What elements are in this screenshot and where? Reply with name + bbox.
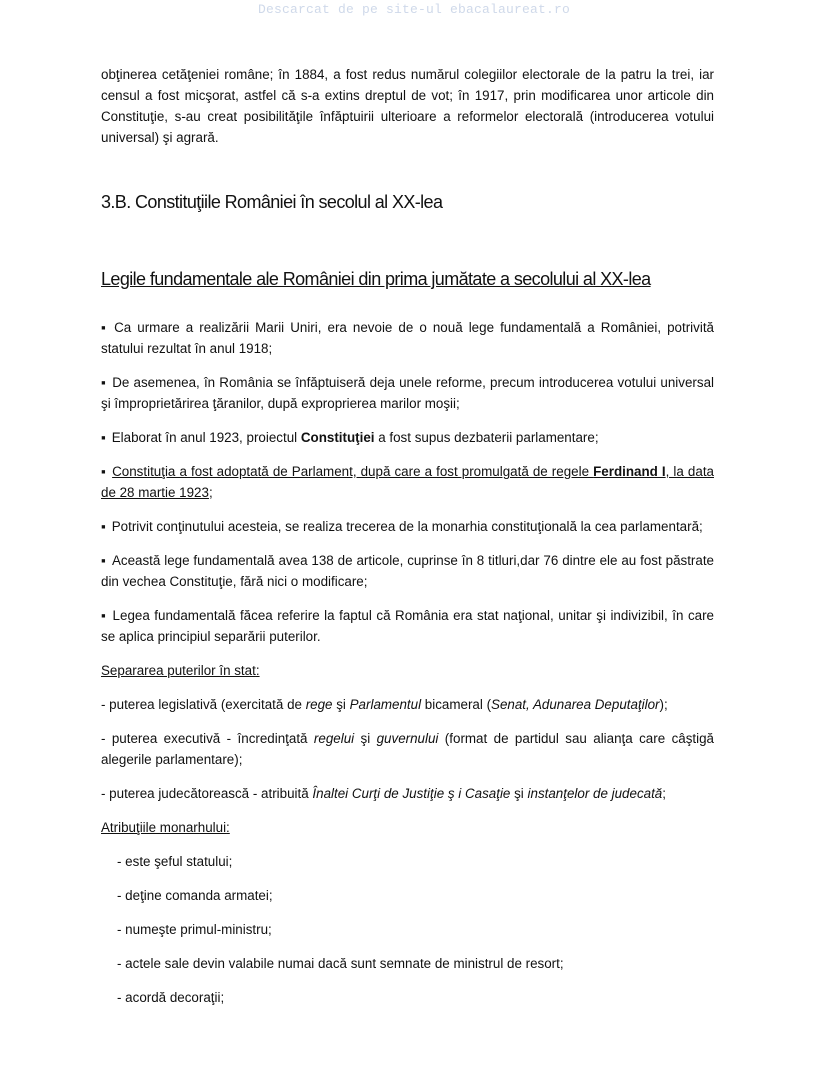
bullet-reforms xyxy=(101,372,714,414)
bullet-mark: ▪ xyxy=(101,320,109,335)
label-colon: : xyxy=(255,663,260,678)
bold-king-name: Ferdinand I xyxy=(593,464,666,479)
watermark: Descarcat de pe site-ul ebacalaureat.ro xyxy=(257,2,571,17)
italic-text: instanţelor de judecată xyxy=(527,786,663,801)
bullet-text: a fost supus dezbaterii parlamentare; xyxy=(374,430,599,445)
bold-constitution: Constituţiei xyxy=(300,430,375,445)
bullet-project xyxy=(101,427,714,448)
text: (format de partidul sau alianţa care câştigă alegerile parlamentare); xyxy=(101,731,714,767)
monarch-label: Atribuţiile monarhului xyxy=(101,820,227,835)
label-colon: : xyxy=(226,820,230,835)
text: - puterea judecătorească - atribuită xyxy=(101,786,313,801)
separation-label: Separarea puterilor în stat xyxy=(101,663,256,678)
monarch-item: - actele sale devin valabile numai dacă sunt semnate de ministrul de resort; xyxy=(117,956,564,971)
bullet-union xyxy=(101,317,714,359)
bullet-text: Constituţia a fost adoptată de Parlament, după care a fost promulgată de regele xyxy=(112,464,594,479)
executive-power xyxy=(101,728,714,770)
text: ); xyxy=(659,697,668,712)
bullet-text: Elaborat în anul 1923, proiectul xyxy=(111,430,301,445)
bullet-text: Legea fundamentală făcea referire la faptul că România era stat naţional, unitar şi indivizibil, în care se aplica principiul separării puterilor. xyxy=(101,608,714,644)
document-page xyxy=(101,64,715,1005)
section-heading: 3.B. Constituţiile României în secolul al XX-lea xyxy=(101,192,443,212)
bullet-state xyxy=(101,605,714,647)
bullet-mark: ▪ xyxy=(101,464,107,479)
sub-heading: Legile fundamentale ale României din prima jumătate a secolului al XX-lea xyxy=(101,269,651,289)
bullet-mark: ▪ xyxy=(101,375,107,390)
italic-text: regelui xyxy=(313,731,355,746)
italic-text: guvernului xyxy=(376,731,439,746)
bullet-mark: ▪ xyxy=(101,553,106,568)
monarch-item: - numeşte primul-ministru; xyxy=(117,922,272,937)
italic-text: Parlamentul xyxy=(349,697,422,712)
bullet-mark: ▪ xyxy=(101,608,107,623)
bullet-mark: ▪ xyxy=(101,430,106,445)
judicial-power xyxy=(101,783,714,804)
bullet-mark: ▪ xyxy=(101,519,106,534)
bullet-date: , la data de 28 martie 1923 xyxy=(101,464,714,500)
text: bicameral ( xyxy=(421,697,492,712)
monarch-label-row xyxy=(101,817,714,838)
text: şi xyxy=(354,731,377,746)
separation-label-row xyxy=(101,660,714,681)
bullet-text: Potrivit conţinutului acesteia, se realiza trecerea de la monarhia constituţională la cea parlamentară; xyxy=(111,519,703,534)
italic-text: Senat, Adunarea Deputaţilor xyxy=(491,697,660,712)
legislative-power xyxy=(101,694,714,715)
bullet-articles xyxy=(101,550,714,592)
content-body xyxy=(101,317,714,1021)
underlined-adoption-text xyxy=(101,464,714,500)
bullet-adoption xyxy=(101,461,714,503)
bullet-text: De asemenea, în România se înfăptuiseră deja unele reforme, precum introducerea votului universal şi împroprietărirea ţăranilor, după exproprierea marilor moşii; xyxy=(101,375,714,411)
monarch-item: - este şeful statului; xyxy=(117,854,233,869)
bullet-monarchy xyxy=(101,516,714,537)
bullet-text: ; xyxy=(208,485,213,500)
text: - puterea legislativă (exercitată de xyxy=(101,697,306,712)
italic-text: Înaltei Curţi de Justiţie ş i Casaţie xyxy=(312,786,511,801)
bullet-text: Ca urmare a realizării Marii Uniri, era nevoie de o nouă lege fundamentală a României, potrivită statului rezultat în anul 1918; xyxy=(101,320,714,356)
monarch-item: - acordă decoraţii; xyxy=(117,990,225,1005)
text: şi xyxy=(332,697,350,712)
italic-text: rege xyxy=(305,697,333,712)
text: şi xyxy=(510,786,528,801)
intro-paragraph: obţinerea cetăţeniei române; în 1884, a fost redus numărul colegiilor electorale de la patru la trei, iar censul a fost micşorat, astfel că s-a extins dreptul de vot; în 1917, prin modificarea unor articole din Constituţie, s-au creat posibilităţile înfăptuirii ulterioare a reformelor electorală (introducerea votului universal) şi agrară. xyxy=(101,67,714,145)
monarch-item: - deţine comanda armatei; xyxy=(117,888,273,903)
text: ; xyxy=(662,786,666,801)
text: - puterea executivă - încredinţată xyxy=(101,731,314,746)
bullet-text: Această lege fundamentală avea 138 de articole, cuprinse în 8 titluri,dar 76 dintre ele au fost păstrate din vechea Constituţie, fără nici o modificare; xyxy=(101,553,715,589)
